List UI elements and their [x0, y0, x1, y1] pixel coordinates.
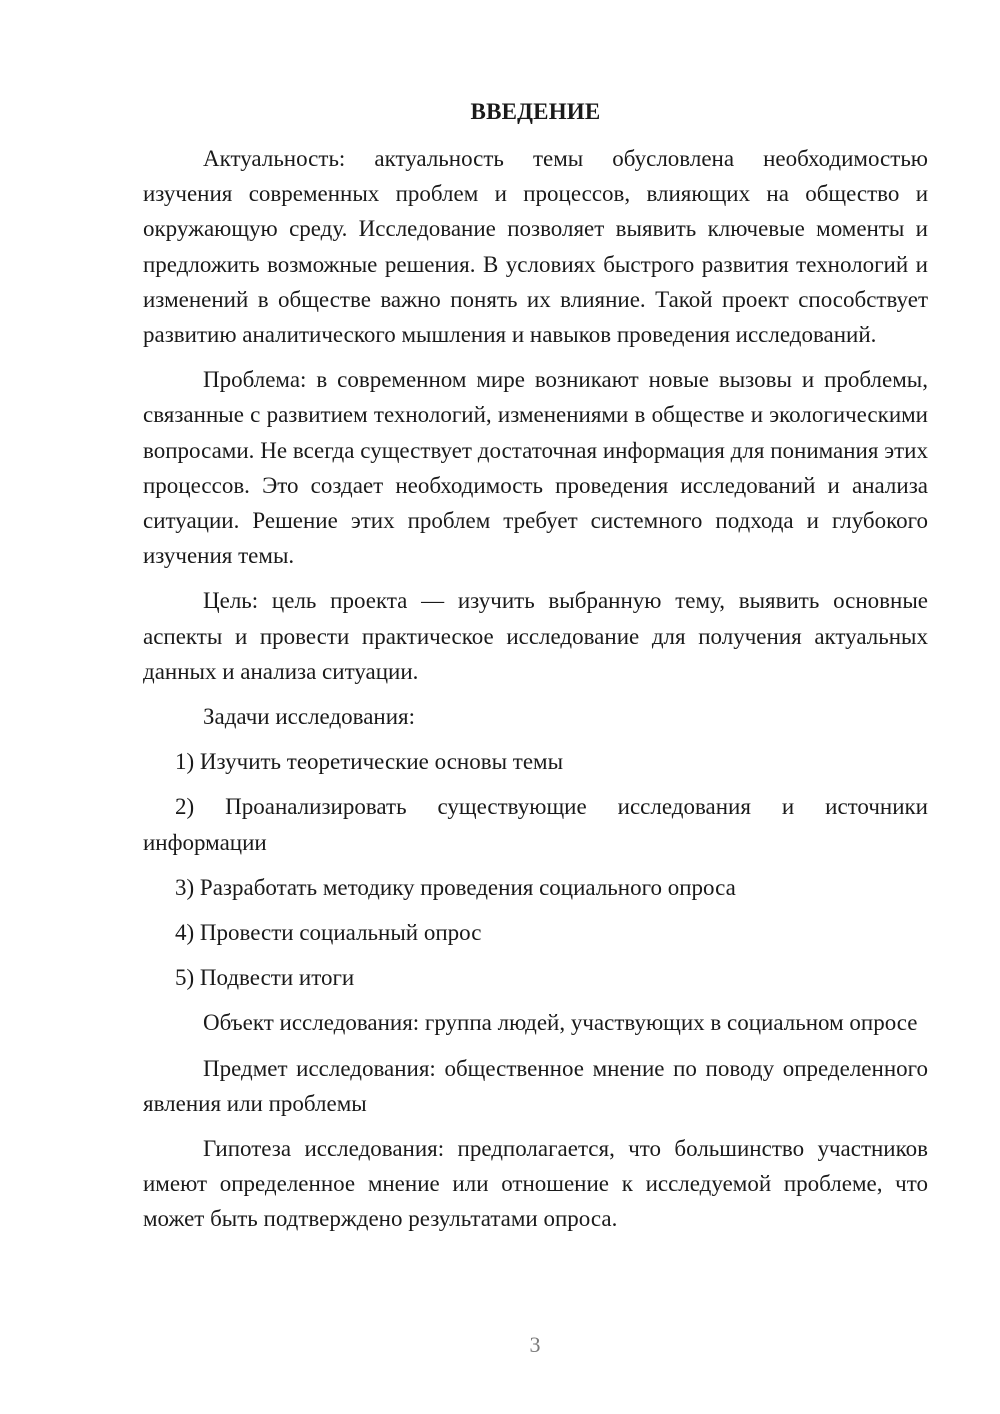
paragraph-goal: Цель: цель проекта — изучить выбранную тему, выявить основные аспекты и провести практическое исследование для получения актуальных данных и анализа ситуации.: [143, 588, 928, 684]
list-item: 5) Подвести итоги: [175, 965, 355, 991]
list-item: 2) Проанализировать существующие исследования и источники информации: [143, 794, 928, 855]
document-page: [143, 94, 928, 1247]
list-item: 3) Разработать методику проведения социального опроса: [175, 874, 736, 900]
list-item: 4) Провести социальный опрос: [175, 920, 482, 946]
page-title: ВВЕДЕНИЕ: [470, 99, 601, 124]
paragraph-object: Объект исследования: группа людей, участвующих в социальном опросе: [203, 1010, 918, 1036]
paragraph-hypothesis: Гипотеза исследования: предполагается, что большинство участников имеют определенное мнение или отношение к исследуемой проблеме, что может быть подтверждено результатами опроса.: [143, 1136, 928, 1232]
tasks-heading: Задачи исследования:: [203, 704, 416, 730]
paragraph-problem: Проблема: в современном мире возникают новые вызовы и проблемы, связанные с развитием технологий, изменениями в обществе и экологическими вопросами. Не всегда существует достаточная информация для понимания этих процессов. Это создает необходимость проведения исследований и анализа ситуации. Решение этих проблем требует системного подхода и глубокого изучения темы.: [143, 367, 928, 569]
paragraph-relevance: Актуальность: актуальность темы обусловлена необходимостью изучения современных проблем и процессов, влияющих на общество и окружающую среду. Исследование позволяет выявить ключевые моменты и предложить возможные решения. В условиях быстрого развития технологий и изменений в обществе важно понять их влияние. Такой проект способствует развитию аналитического мышления и навыков проведения исследований.: [143, 146, 928, 348]
page-number: 3: [529, 1332, 541, 1357]
paragraph-subject: Предмет исследования: общественное мнение по поводу определенного явления или проблемы: [143, 1055, 928, 1116]
tasks-list: [143, 744, 928, 995]
list-item: 1) Изучить теоретические основы темы: [175, 749, 564, 775]
